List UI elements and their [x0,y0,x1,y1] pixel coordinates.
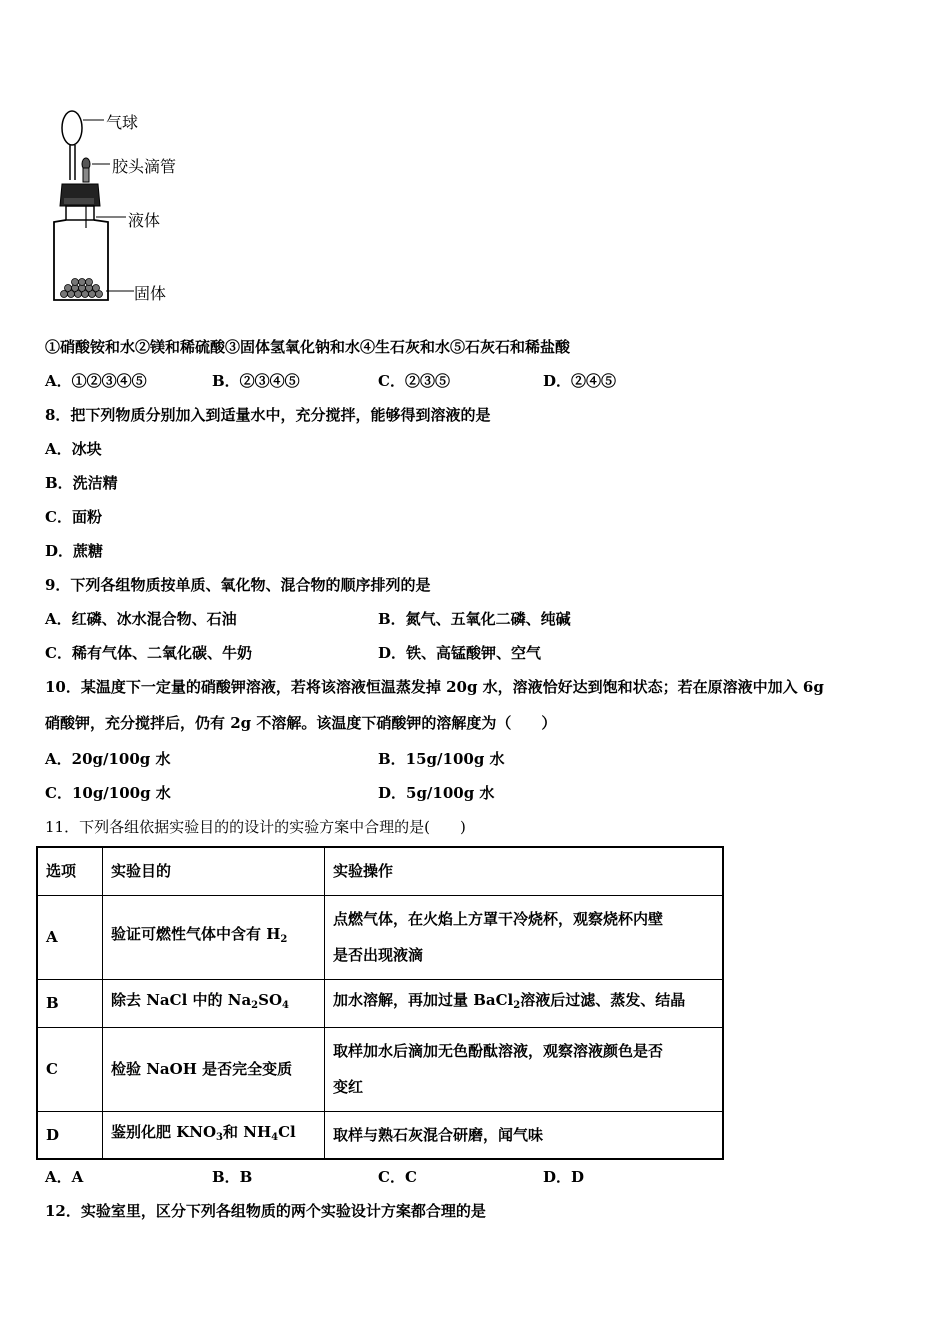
row-b-operation [325,979,724,1027]
q10-option-b: B．15g/100g 水 [378,750,505,768]
row-b-option: B [37,979,103,1027]
q9-option-c: C．稀有气体、二氧化碳、牛奶 [45,644,252,662]
row-d-purpose [103,1111,325,1159]
row-d-purpose-text: 鉴别化肥 KNO [111,1122,217,1141]
row-b-purpose-tail: SO [258,991,283,1009]
table-row [37,895,723,979]
q11-option-c: C．C [378,1168,417,1186]
balloon-label: 气球 [106,113,139,132]
row-a-option: A [37,895,103,979]
q11-option-b: B．B [212,1168,253,1186]
solid-label: 固体 [134,284,167,303]
q8-option-d: D．蔗糖 [45,542,104,560]
table-header-row [37,847,723,895]
experiment-table [36,846,724,1160]
q10-option-a: A．20g/100g 水 [45,750,171,768]
row-b-purpose-text: 除去 NaCl 中的 Na [111,991,252,1009]
row-a-purpose-text: 验证可燃性气体中含有 H [111,925,281,943]
header-option: 选项 [37,847,103,895]
row-c-op-line2: 变红 [333,1078,364,1096]
row-a-purpose-sub: 2 [280,934,288,945]
row-b-op-text: 加水溶解，再加过量 BaCl [333,991,514,1009]
row-c-op-line1: 取样加水后滴加无色酚酞溶液，观察溶液颜色是否 [333,1042,664,1060]
q10-stem-line1: 10．某温度下一定量的硝酸钾溶液，若将该溶液恒温蒸发掉 20g 水，溶液恰好达到饱和状态；若在原溶液中加入 6g [45,678,824,696]
row-a-purpose [103,895,325,979]
q7-option-c: C．②③⑤ [378,372,450,390]
table-row [37,1111,723,1159]
row-b-op-tail: 溶液后过滤、蒸发、结晶 [520,991,686,1009]
row-d-purpose-tail2: Cl [278,1122,296,1141]
q7-option-b: B．②③④⑤ [212,372,300,390]
q8-option-a: A．冰块 [45,440,102,458]
row-b-purpose-sub: 2 [251,1000,259,1011]
header-operation: 实验操作 [325,847,724,895]
row-a-op-line1: 点燃气体，在火焰上方罩干冷烧杯，观察烧杯内壁 [333,910,664,928]
q9-option-d: D．铁、高锰酸钾、空气 [378,644,542,662]
row-d-purpose-sub2: 4 [271,1131,279,1143]
row-c-purpose: 检验 NaOH 是否完全变质 [103,1027,325,1111]
q10-stem-line2: 硝酸钾，充分搅拌后，仍有 2g 不溶解。该温度下硝酸钾的溶解度为（ ） [45,714,557,732]
header-purpose: 实验目的 [103,847,325,895]
q7-option-a: A．①②③④⑤ [45,372,147,390]
row-d-operation: 取样与熟石灰混合研磨，闻气味 [325,1111,724,1159]
row-d-purpose-sub: 3 [216,1131,224,1143]
q11-stem: 11．下列各组依据实验目的的设计的实验方案中合理的是( ) [45,818,466,836]
q12-stem: 12．实验室里，区分下列各组物质的两个实验设计方案都合理的是 [45,1202,486,1220]
row-c-operation [325,1027,724,1111]
dropper-label: 胶头滴管 [112,157,177,176]
liquid-label: 液体 [128,211,161,230]
q8-option-c: C．面粉 [45,508,102,526]
q8-option-b: B．洗洁精 [45,474,118,492]
row-d-purpose-tail: 和 NH [223,1122,272,1141]
apparatus-figure [40,100,177,314]
row-b-purpose [103,979,325,1027]
row-d-option: D [37,1111,103,1159]
row-a-op-line2: 是否出现液滴 [333,946,424,964]
table-row [37,979,723,1027]
q10-option-d: D．5g/100g 水 [378,784,495,802]
q10-option-c: C．10g/100g 水 [45,784,171,802]
row-a-operation [325,895,724,979]
row-b-purpose-sub2: 4 [282,1000,290,1011]
q9-option-b: B．氮气、五氧化二磷、纯碱 [378,610,571,628]
q7-option-d: D．②④⑤ [543,372,617,390]
row-b-op-sub: 2 [513,1000,521,1011]
q9-option-a: A．红磷、冰水混合物、石油 [45,610,237,628]
q9-stem: 9．下列各组物质按单质、氧化物、混合物的顺序排列的是 [45,576,431,594]
q11-option-d: D．D [543,1168,585,1186]
q8-stem: 8．把下列物质分别加入到适量水中，充分搅拌，能够得到溶液的是 [45,406,491,424]
q11-option-a: A．A [45,1168,84,1186]
row-c-option: C [37,1027,103,1111]
table-row [37,1027,723,1111]
q7-items: ①硝酸铵和水②镁和稀硫酸③固体氢氧化钠和水④生石灰和水⑤石灰石和稀盐酸 [45,338,571,356]
